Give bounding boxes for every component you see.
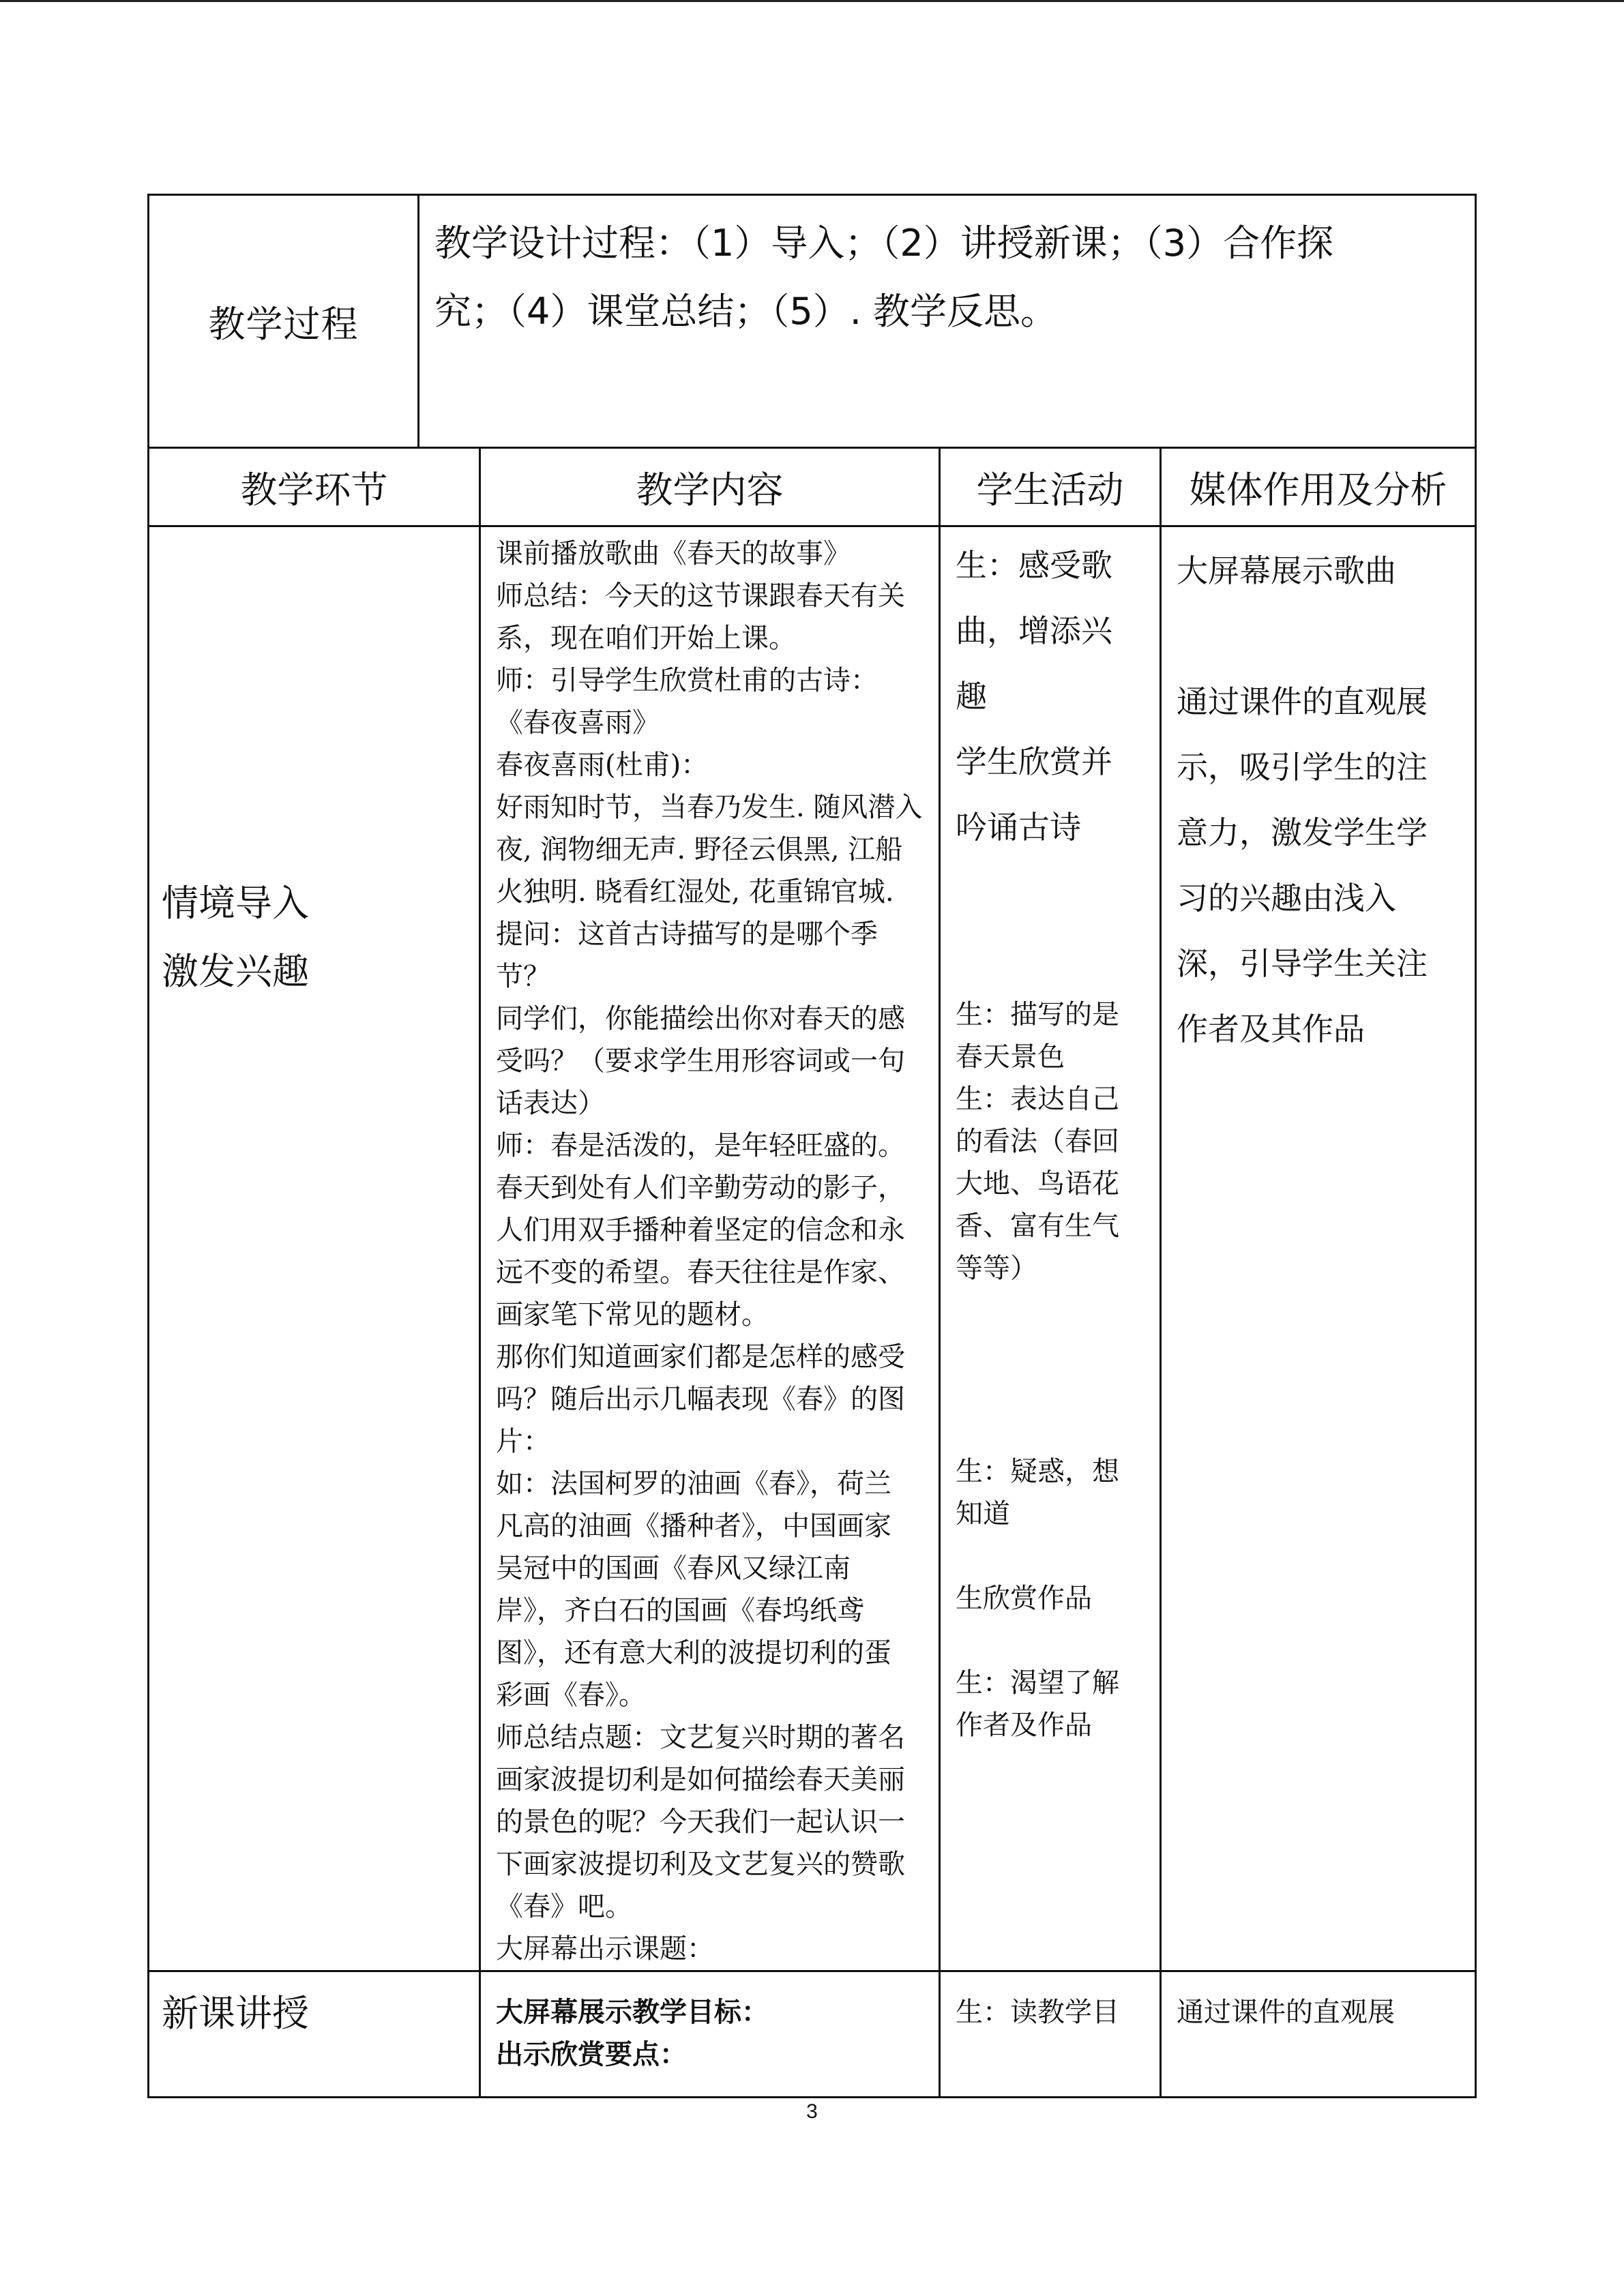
content-line: 课前播放歌曲《春天的故事》 [496,538,851,569]
media-line: 作者及其作品 [1177,1011,1365,1047]
content-line: 如：法国柯罗的油画《春》，荷兰 [496,1468,891,1500]
content-line: 的景色的呢？今天我们一起认识一 [496,1806,905,1838]
content-line: 吗？随后出示几幅表现《春》的图 [496,1384,905,1415]
process-row [149,195,1476,448]
table-row [149,1971,1476,2098]
media-line: 意力，激发学生学 [1177,814,1428,851]
content-line: 岸》，齐白石的国画《春坞纸鸢 [496,1595,864,1626]
activity-line: 生：感受歌 [956,547,1112,584]
table-row [149,526,1476,1971]
activity-line: 的看法（春回 [956,1126,1119,1157]
top-edge-rule [0,0,1624,2]
content-line: 那你们知道画家们都是怎样的感受 [496,1341,905,1373]
content-line: 大屏幕出示课题： [496,1933,714,1965]
content-line: 火独明. 晓看红湿处, 花重锦官城. [496,876,894,908]
content-line: 片： [496,1426,550,1457]
content-line: 《春夜喜雨》 [496,707,660,739]
activity-line: 吟诵古诗 [956,809,1081,846]
content-line: 好雨知时节，当春乃发生. 随风潜入 [496,792,923,823]
activity-line: 趣 [956,678,987,715]
content-line: 提问：这首古诗描写的是哪个季 [496,919,878,950]
activity-group-eager [956,1662,1145,1746]
content-line: 远不变的希望。春天往往是作家、 [496,1257,905,1288]
activity-line: 等等） [956,1253,1037,1284]
activity-group-appreciate [956,1577,1145,1620]
media-line: 示，吸引学生的注 [1177,749,1428,786]
activity-line: 曲，增添兴 [956,612,1112,649]
activity-line: 大地、鸟语花 [956,1168,1119,1199]
process-block [149,196,1475,447]
content-line: 话表达） [496,1088,605,1119]
stage-cell [149,526,480,1971]
activity-cell: 生：读教学目 [940,1971,1161,2098]
page-number: 3 [806,2100,818,2123]
content-line: 吴冠中的国画《春风又绿江南 [496,1553,851,1584]
content-line: 彩画《春》。 [496,1680,646,1711]
content-line: 春夜喜雨(杜甫)： [496,749,709,781]
media-line: 深，引导学生关注 [1177,945,1428,982]
activity-line: 学生欣赏并 [956,743,1112,780]
process-description [419,196,1475,447]
activity-line: 香、富有生气 [956,1210,1119,1242]
content-line: 画家笔下常见的题材。 [496,1299,769,1330]
activity-line: 生欣赏作品 [956,1583,1092,1614]
header-stage: 教学环节 [149,448,480,526]
process-label: 教学过程 [149,196,419,447]
stage-line: 情境导入 [162,882,309,925]
activity-group-season [956,994,1145,1289]
activity-line: 作者及作品 [956,1710,1092,1741]
content-line: 出示欣赏要点： [496,2038,687,2070]
stage-line: 激发兴趣 [162,950,309,993]
activity-line: 生：表达自己 [956,1084,1119,1115]
content-line: 人们用双手播种着坚定的信念和永 [496,1214,905,1246]
activity-line: 生：渴望了解 [956,1667,1119,1699]
content-line: 受吗？（要求学生用形容词或一句 [496,1045,905,1077]
content-line: 下画家波提切利及文艺复兴的赞歌 [496,1849,905,1880]
content-line: 《春》吧。 [496,1891,632,1922]
media-cell [1161,526,1476,1971]
content-line: 师总结点题：文艺复兴时期的著名 [496,1722,905,1753]
media-line: 习的兴趣由浅入 [1177,880,1396,916]
lesson-plan-table [147,194,1477,2098]
stage-label [162,869,467,1006]
process-line: 究；（4）课堂总结；（5）. 教学反思。 [434,290,1058,333]
content-line: 师：春是活泼的，是年轻旺盛的。 [496,1130,905,1161]
content-line: 系，现在咱们开始上课。 [496,623,796,654]
stage-cell: 新课讲授 [149,1971,480,2098]
column-header-row [149,448,1476,526]
media-cell: 通过课件的直观展 [1161,1971,1476,2098]
header-activity: 学生活动 [940,448,1161,526]
content-line: 凡高的油画《播种者》，中国画家 [496,1510,891,1542]
activity-line: 春天景色 [956,1041,1065,1073]
activity-group-curious [956,1450,1145,1535]
header-content: 教学内容 [480,448,940,526]
content-line: 春天到处有人们辛勤劳动的影子， [496,1172,905,1204]
media-line: 通过课件的直观展 [1177,683,1428,720]
content-line: 图》，还有意大利的波提切利的蛋 [496,1637,891,1669]
activity-line: 生：描写的是 [956,999,1119,1030]
content-line: 大屏幕展示教学目标： [496,1996,769,2028]
content-line: 夜, 润物细无声. 野径云俱黑, 江船 [496,834,903,865]
content-cell [480,1971,940,2098]
content-cell [480,526,940,1971]
content-line: 师总结：今天的这节课跟春天有关 [496,580,905,612]
media-line: 大屏幕展示歌曲 [1177,552,1396,589]
content-line: 同学们，你能描绘出你对春天的感 [496,1003,905,1034]
activity-line: 知道 [956,1498,1010,1530]
content-line: 师：引导学生欣赏杜甫的古诗： [496,665,878,696]
activity-group-song [956,533,1145,860]
content-line: 节？ [496,961,550,992]
process-line: 教学设计过程：（1）导入；（2）讲授新课；（3）合作探 [434,222,1334,265]
activity-cell [940,526,1161,1971]
header-media: 媒体作用及分析 [1161,448,1476,526]
content-line: 画家波提切利是如何描绘春天美丽 [496,1764,905,1795]
activity-line: 生：疑惑，想 [956,1456,1119,1487]
